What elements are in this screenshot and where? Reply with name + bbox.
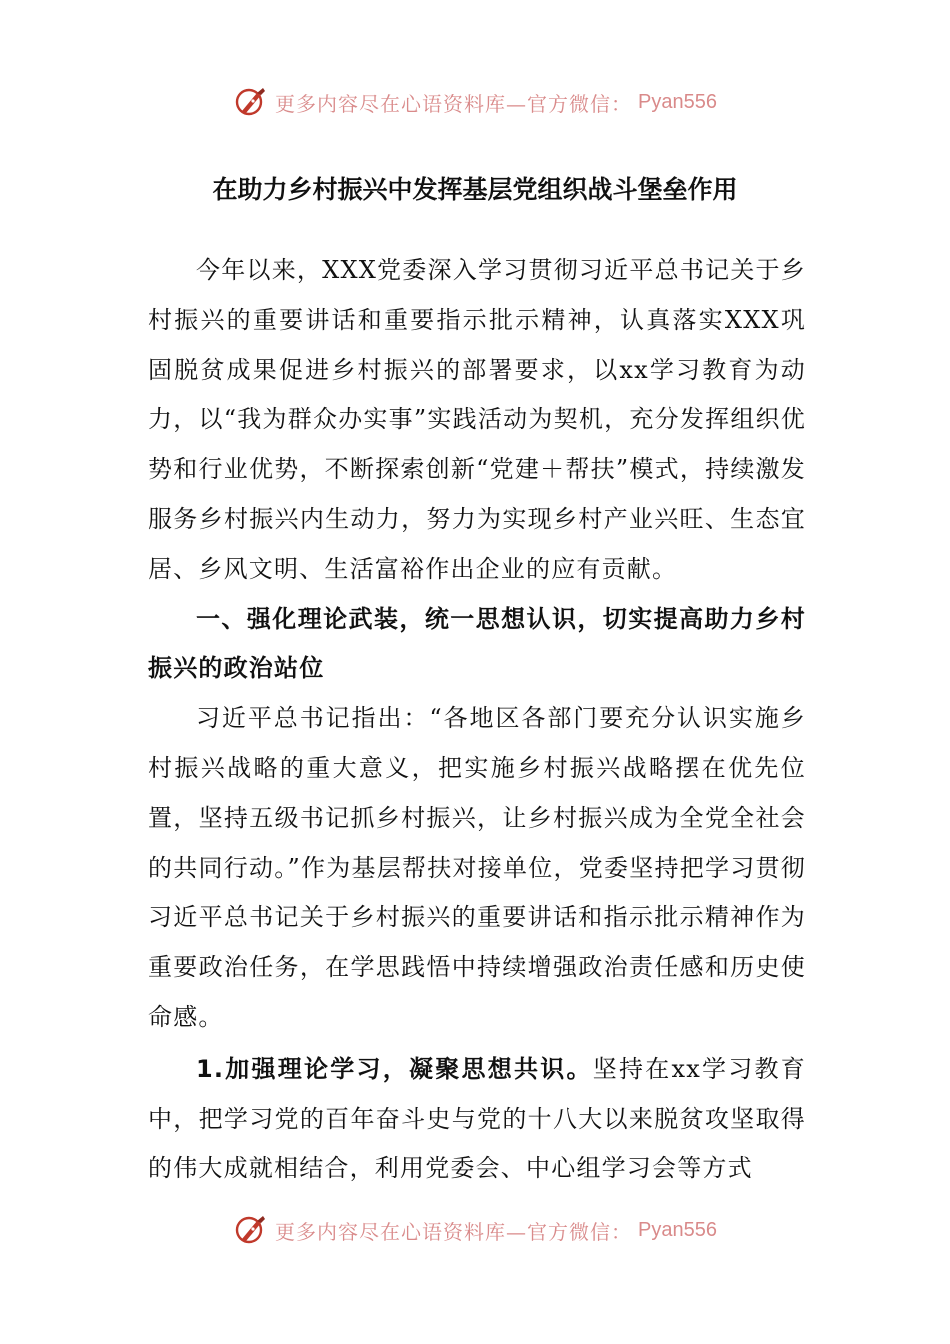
pen-nib-circle-icon [233,84,269,120]
watermark-text: 更多内容尽在心语资料库—官方微信： [275,91,633,116]
watermark-banner-bottom [0,1208,950,1252]
watermark-banner-top [0,80,950,124]
section-1-paragraph: 习近平总书记指出：“各地区各部门要充分认识实施乡村振兴战略的重大意义，把实施乡村振兴战略摆在优先位置，坚持五级书记抓乡村振兴，让乡村振兴成为全党全社会的共同行动。”作为基层帮扶对接单位，党委坚持把学习贯彻习近平总书记关于乡村振兴的重要讲话和指示批示精神作为重要政治任务，在学思践悟中持续增强政治责任感和历史使命感。 [148,704,806,1031]
watermark-wechat-id: Pyan556 [638,1218,717,1241]
item-1-body: 坚持在xx学习教育中，把学习党的百年奋斗史与党的十八大以来脱贫攻坚取得的伟大成就相结合，利用党委会、中心组学习会等方式 [148,1054,807,1183]
document-title: 在助力乡村振兴中发挥基层党组织战斗堡垒作用 [212,175,738,204]
item-1-lead: 1.加强理论学习，凝聚思想共识。 [196,1054,593,1083]
section-1-heading: 一、强化理论武装，统一思想认识，切实提高助力乡村振兴的政治站位 [148,604,806,683]
watermark-wechat-id: Pyan556 [638,90,717,113]
document-body [148,246,806,1194]
item-1-paragraph [148,1045,806,1194]
watermark-text: 更多内容尽在心语资料库—官方微信： [275,1219,633,1244]
pen-nib-circle-icon [233,1212,269,1248]
intro-paragraph: 今年以来，XXX党委深入学习贯彻习近平总书记关于乡村振兴的重要讲话和重要指示批示精神，认真落实XXX巩固脱贫成果促进乡村振兴的部署要求，以xx学习教育为动力，以“我为群众办实事”实践活动为契机，充分发挥组织优势和行业优势，不断探索创新“党建＋帮扶”模式，持续激发服务乡村振兴内生动力，努力为实现乡村产业兴旺、生态宜居、乡风文明、生活富裕作出企业的应有贡献。 [148,256,806,583]
